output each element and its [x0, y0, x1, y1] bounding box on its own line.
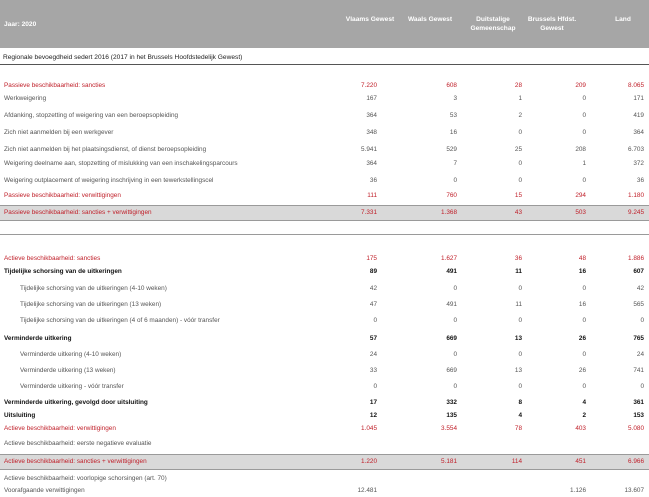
table-row: Weigering outplacement of weigering inschrijving in een tewerkstellingscel 36 0 0 0 36 — [4, 177, 644, 184]
table-header — [0, 0, 649, 48]
table-row: Tijdelijke schorsing van de uitkeringen (4 of 6 maanden) - vóór transfer 0 0 0 0 0 — [20, 317, 644, 324]
table-row: Verminderde uitkering (4-10 weken) 24 0 0 0 24 — [20, 351, 644, 358]
table-row-temporary-suspension: Tijdelijke schorsing van de uitkeringen 89 491 11 16 607 — [4, 268, 644, 275]
year-label: Jaar: 2020 — [4, 21, 37, 28]
table-row-reduced-then-exclusion: Verminderde uitkering, gevolgd door uitsluiting 17 332 8 4 361 — [4, 399, 644, 406]
section-divider — [0, 234, 649, 235]
table-row: Weigering deelname aan, stopzetting of mislukking van een inschakelingsparcours 364 7 0 1 372 — [4, 160, 644, 167]
table-row-passive-total: Passieve beschikbaarheid: sancties + verwittigingen 7.331 1.368 43 503 9.245 — [0, 205, 649, 221]
table-row-provisional-suspensions: Actieve beschikbaarheid: voorlopige schorsingen (art. 70) — [4, 475, 167, 482]
column-header-waals: Waals Gewest — [407, 16, 453, 23]
table-row-prior-warnings: Voorafgaande verwittigingen 12.481 1.126 13.607 — [4, 487, 644, 494]
table-row-reduced-benefit: Verminderde uitkering 57 669 13 26 765 — [4, 335, 644, 342]
table-row-exclusion: Uitsluiting 12 135 4 2 153 — [4, 412, 644, 419]
table-row-active-sanctions: Actieve beschikbaarheid: sancties 175 1.627 36 48 1.886 — [4, 255, 644, 262]
table-row-active-total: Actieve beschikbaarheid: sancties + verwittigingen 1.220 5.181 114 451 6.966 — [0, 454, 649, 470]
column-header-brussels: Brussels Hfdst. Gewest — [527, 16, 577, 32]
section-subtitle-text: Regionale bevoegdheid sedert 2016 (2017 in het Brussels Hoofdstedelijk Gewest) — [3, 54, 243, 61]
table-row: Verminderde uitkering (13 weken) 33 669 13 26 741 — [20, 367, 644, 374]
table-row-first-negative-evaluation: Actieve beschikbaarheid: eerste negatieve evaluatie — [4, 440, 152, 447]
table-row: Werkweigering 167 3 1 0 171 — [4, 95, 644, 102]
column-header-vlaams: Vlaams Gewest — [345, 16, 395, 23]
table-row-active-warnings: Actieve beschikbaarheid: verwittigingen 1.045 3.554 78 403 5.080 — [4, 425, 644, 432]
section-subtitle — [0, 52, 649, 65]
table-row-passive-sanctions: Passieve beschikbaarheid: sancties 7.220 608 28 209 8.065 — [4, 82, 644, 89]
table-row: Afdanking, stopzetting of weigering van een beroepsopleiding 364 53 2 0 419 — [4, 112, 644, 119]
table-row: Tijdelijke schorsing van de uitkeringen (4-10 weken) 42 0 0 0 42 — [20, 285, 644, 292]
table-row: Verminderde uitkering - vóór transfer 0 0 0 0 0 — [20, 383, 644, 390]
column-header-land: Land — [615, 16, 631, 23]
table-row: Zich niet aanmelden bij een werkgever 348 16 0 0 364 — [4, 129, 644, 136]
table-row: Zich niet aanmelden bij het plaatsingsdienst, of dienst beroepsopleiding 5.941 529 25 208 6.703 — [4, 146, 644, 153]
table-row-passive-warnings: Passieve beschikbaarheid: verwittigingen 111 760 15 294 1.180 — [4, 192, 644, 199]
table-row: Tijdelijke schorsing van de uitkeringen (13 weken) 47 491 11 16 565 — [20, 301, 644, 308]
column-header-duitstalig: Duitstalige Gemeenschap — [470, 16, 516, 32]
